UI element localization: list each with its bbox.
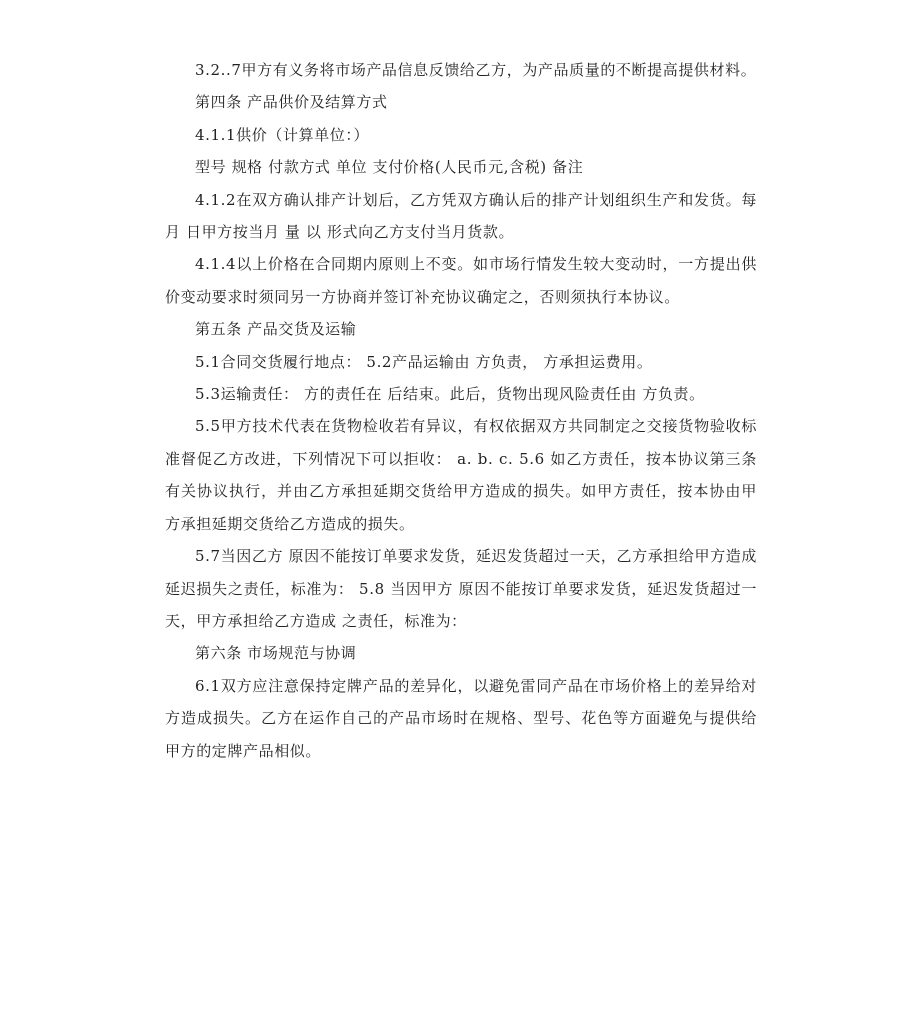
- clause-6-1: 6.1双方应注意保持定牌产品的差异化，以避免雷同产品在市场价格上的差异给对方造成损失。乙方在运作自己的产品市场时在规格、型号、花色等方面避免与提供给甲方的定牌产品相似。: [165, 676, 757, 760]
- document-body: [165, 54, 757, 767]
- clause-5-3: 5.3运输责任： 方的责任在 后结束。此后，货物出现风险责任由 方负责。: [195, 385, 705, 404]
- article-4-heading: 第四条 产品供价及结算方式: [195, 93, 388, 112]
- clause-5-7-5-8: 5.7当因乙方 原因不能按订单要求发货，延迟发货超过一天，乙方承担给甲方造成延迟损失之责任，标准为： 5.8 当因甲方 原因不能按订单要求发货，延迟发货超过一天，甲方承担给乙方造成 之责任，标准为：: [165, 547, 757, 630]
- clause-3-2-7: 3.2..7甲方有义务将市场产品信息反馈给乙方，为产品质量的不断提高提供材料。: [195, 61, 757, 79]
- clause-4-1-1: 4.1.1供价（计算单位：）: [195, 125, 370, 144]
- clause-5-1-5-2: 5.1合同交货履行地点： 5.2产品运输由 方负责， 方承担运费用。: [195, 352, 653, 371]
- clause-4-1-2: 4.1.2在双方确认排产计划后，乙方凭双方确认后的排产计划组织生产和发货。每月 日甲方按当月 量 以 形式向乙方支付当月货款。: [165, 190, 757, 242]
- clause-5-5-5-6: 5.5甲方技术代表在货物检收若有异议，有权依据双方共同制定之交接货物验收标准督促乙方改进，下列情况下可以拒收： a. b. c. 5.6 如乙方责任，按本协议第三条有关协议执行，并由乙方承担延期交货给甲方造成的损失。如甲方责任，按本协由甲方承担延期交货给乙方造成的损失。: [165, 417, 757, 533]
- price-table-header: 型号 规格 付款方式 单位 支付价格(人民币元,含税) 备注: [195, 158, 584, 177]
- clause-4-1-4: 4.1.4以上价格在合同期内原则上不变。如市场行情发生较大变动时，一方提出供价变动要求时须同另一方协商并签订补充协议确定之，否则须执行本协议。: [165, 255, 757, 306]
- article-5-heading: 第五条 产品交货及运输: [195, 320, 357, 339]
- article-6-heading: 第六条 市场规范与协调: [195, 644, 357, 663]
